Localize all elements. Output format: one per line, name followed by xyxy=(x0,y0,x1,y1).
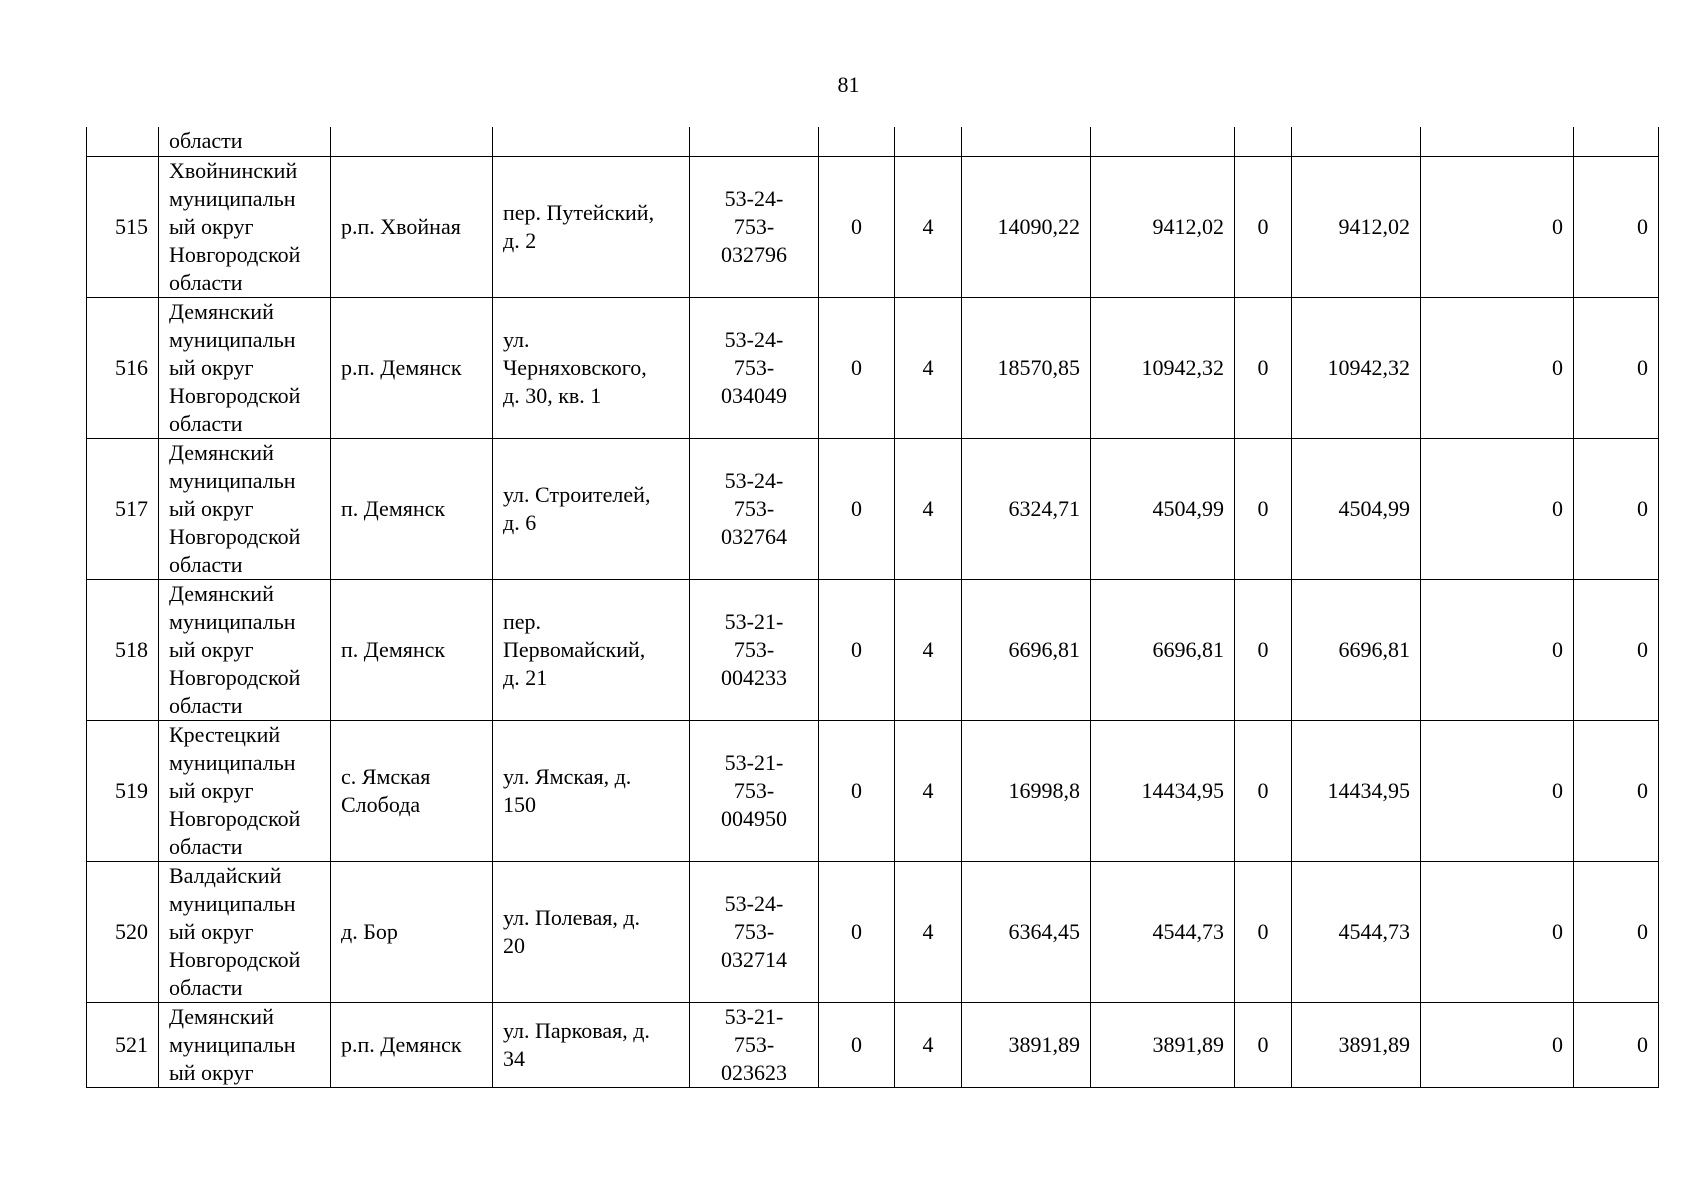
data-table xyxy=(86,127,1659,1088)
cell-no: 517 xyxy=(87,438,159,579)
table-row xyxy=(87,156,1659,297)
cell-district xyxy=(159,1002,331,1087)
settlement-line: р.п. Демянск xyxy=(341,354,462,380)
cell-c7: 4 xyxy=(895,156,962,297)
table-row-continuation xyxy=(87,127,1659,156)
cell-code xyxy=(690,156,819,297)
district-line: Демянский xyxy=(169,298,274,324)
cell-code xyxy=(690,297,819,438)
cell-c11: 4504,99 xyxy=(1292,438,1421,579)
code-line: 753- xyxy=(733,1031,775,1057)
code-line: 032764 xyxy=(721,523,787,549)
cell-settlement xyxy=(331,579,493,720)
cell-c8: 3891,89 xyxy=(962,1002,1091,1087)
cell-c12: 0 xyxy=(1421,438,1574,579)
address-line: ул. Полевая, д. xyxy=(503,904,641,930)
cell-c12: 0 xyxy=(1421,297,1574,438)
cell-no: 516 xyxy=(87,297,159,438)
cell-c6: 0 xyxy=(819,438,895,579)
district-line: Новгородской xyxy=(169,946,301,972)
district-line: Новгородской xyxy=(169,805,301,831)
table-row xyxy=(87,438,1659,579)
cell-c10: 0 xyxy=(1235,579,1292,720)
code-line: 53-21- xyxy=(724,1003,784,1029)
address-line: ул. Строителей, xyxy=(503,481,651,507)
cell-c8: 16998,8 xyxy=(962,720,1091,861)
cell-c13: 0 xyxy=(1574,579,1659,720)
cell-address xyxy=(493,579,690,720)
address-line: Черняховского, xyxy=(503,354,647,380)
cell-c11: 9412,02 xyxy=(1292,156,1421,297)
cell-c6 xyxy=(819,127,895,156)
district-line: Новгородской xyxy=(169,241,301,267)
cell-c13: 0 xyxy=(1574,1002,1659,1087)
cell-c9: 4544,73 xyxy=(1091,861,1235,1002)
district-line: области xyxy=(169,269,243,295)
code-line: 023623 xyxy=(721,1059,787,1085)
cell-no: 519 xyxy=(87,720,159,861)
code-line: 53-21- xyxy=(724,608,784,634)
cell-district xyxy=(159,579,331,720)
settlement-line: п. Демянск xyxy=(341,636,446,662)
cell-no xyxy=(87,127,159,156)
address-line: 34 xyxy=(503,1045,525,1071)
district-line: области xyxy=(169,128,243,153)
code-line: 53-24- xyxy=(724,890,784,916)
cell-c10: 0 xyxy=(1235,438,1292,579)
code-line: 53-24- xyxy=(724,326,784,352)
cell-c10: 0 xyxy=(1235,156,1292,297)
cell-c10: 0 xyxy=(1235,861,1292,1002)
cell-c13 xyxy=(1574,127,1659,156)
cell-c10: 0 xyxy=(1235,297,1292,438)
cell-c6: 0 xyxy=(819,297,895,438)
table-body xyxy=(87,127,1659,1087)
table-row xyxy=(87,720,1659,861)
cell-district xyxy=(159,297,331,438)
district-line: Хвойнинский xyxy=(169,157,298,183)
cell-address xyxy=(493,297,690,438)
district-line: ый округ xyxy=(169,495,254,521)
cell-no: 520 xyxy=(87,861,159,1002)
district-line: муниципальн xyxy=(169,890,296,916)
cell-c8: 18570,85 xyxy=(962,297,1091,438)
page-number: 81 xyxy=(837,72,860,97)
cell-no: 518 xyxy=(87,579,159,720)
address-line: пер. Путейский, xyxy=(503,199,655,225)
cell-district xyxy=(159,861,331,1002)
cell-no: 521 xyxy=(87,1002,159,1087)
cell-c6: 0 xyxy=(819,156,895,297)
district-line: муниципальн xyxy=(169,608,296,634)
cell-c13: 0 xyxy=(1574,720,1659,861)
cell-code xyxy=(690,1002,819,1087)
settlement-line: д. Бор xyxy=(341,918,398,944)
district-line: области xyxy=(169,692,243,718)
district-line: ый округ xyxy=(169,918,254,944)
district-line: ый округ xyxy=(169,213,254,239)
cell-c8: 14090,22 xyxy=(962,156,1091,297)
cell-c6: 0 xyxy=(819,579,895,720)
cell-district xyxy=(159,720,331,861)
cell-c13: 0 xyxy=(1574,438,1659,579)
code-line: 753- xyxy=(733,354,775,380)
cell-c10: 0 xyxy=(1235,720,1292,861)
address-line: Первомайский, xyxy=(503,636,646,662)
address-line: 150 xyxy=(503,791,536,817)
cell-settlement xyxy=(331,438,493,579)
cell-c9: 3891,89 xyxy=(1091,1002,1235,1087)
district-line: муниципальн xyxy=(169,749,296,775)
code-line: 032714 xyxy=(721,946,787,972)
cell-no: 515 xyxy=(87,156,159,297)
address-line: 20 xyxy=(503,932,525,958)
settlement-line: п. Демянск xyxy=(341,495,446,521)
district-line: области xyxy=(169,974,243,1000)
cell-c11: 6696,81 xyxy=(1292,579,1421,720)
cell-settlement xyxy=(331,297,493,438)
cell-c6: 0 xyxy=(819,861,895,1002)
cell-district xyxy=(159,127,331,156)
cell-c12: 0 xyxy=(1421,1002,1574,1087)
district-line: ый округ xyxy=(169,354,254,380)
cell-c7: 4 xyxy=(895,438,962,579)
cell-c12 xyxy=(1421,127,1574,156)
code-line: 53-24- xyxy=(724,467,784,493)
table-row xyxy=(87,1002,1659,1087)
table-row xyxy=(87,861,1659,1002)
settlement-line: Слобода xyxy=(341,791,421,817)
address-line: ул. xyxy=(503,326,530,352)
cell-c12: 0 xyxy=(1421,579,1574,720)
cell-c9 xyxy=(1091,127,1235,156)
code-line: 753- xyxy=(733,918,775,944)
cell-c10: 0 xyxy=(1235,1002,1292,1087)
address-line: ул. Ямская, д. xyxy=(503,763,632,789)
cell-c8: 6364,45 xyxy=(962,861,1091,1002)
settlement-line: р.п. Хвойная xyxy=(341,213,461,239)
address-line: д. 30, кв. 1 xyxy=(503,382,602,408)
code-line: 53-21- xyxy=(724,749,784,775)
cell-c12: 0 xyxy=(1421,720,1574,861)
district-line: Новгородской xyxy=(169,523,301,549)
cell-address xyxy=(493,720,690,861)
cell-code xyxy=(690,579,819,720)
district-line: области xyxy=(169,551,243,577)
cell-c11: 4544,73 xyxy=(1292,861,1421,1002)
cell-c7: 4 xyxy=(895,720,962,861)
cell-c8: 6696,81 xyxy=(962,579,1091,720)
district-line: Новгородской xyxy=(169,382,301,408)
settlement-line: с. Ямская xyxy=(341,763,431,789)
address-line: д. 6 xyxy=(503,509,537,535)
settlement-line: р.п. Демянск xyxy=(341,1031,462,1057)
district-line: муниципальн xyxy=(169,326,296,352)
code-line: 753- xyxy=(733,777,775,803)
cell-code xyxy=(690,861,819,1002)
district-line: Крестецкий xyxy=(169,721,281,747)
district-line: Валдайский xyxy=(169,862,282,888)
cell-c6: 0 xyxy=(819,1002,895,1087)
cell-address xyxy=(493,127,690,156)
district-line: области xyxy=(169,833,243,859)
cell-c12: 0 xyxy=(1421,156,1574,297)
cell-settlement xyxy=(331,720,493,861)
cell-c7 xyxy=(895,127,962,156)
code-line: 753- xyxy=(733,213,775,239)
code-line: 034049 xyxy=(721,382,787,408)
address-line: д. 21 xyxy=(503,664,548,690)
district-line: Демянский xyxy=(169,580,274,606)
cell-address xyxy=(493,438,690,579)
cell-c9: 14434,95 xyxy=(1091,720,1235,861)
district-line: Новгородской xyxy=(169,664,301,690)
district-line: Демянский xyxy=(169,1003,274,1029)
district-line: ый округ xyxy=(169,777,254,803)
district-line: муниципальн xyxy=(169,1031,296,1057)
cell-district xyxy=(159,156,331,297)
code-line: 53-24- xyxy=(724,185,784,211)
cell-c13: 0 xyxy=(1574,156,1659,297)
cell-c9: 6696,81 xyxy=(1091,579,1235,720)
cell-c9: 4504,99 xyxy=(1091,438,1235,579)
cell-settlement xyxy=(331,127,493,156)
table-row xyxy=(87,297,1659,438)
cell-settlement xyxy=(331,861,493,1002)
cell-c10 xyxy=(1235,127,1292,156)
cell-c7: 4 xyxy=(895,1002,962,1087)
cell-c7: 4 xyxy=(895,861,962,1002)
cell-c8 xyxy=(962,127,1091,156)
cell-address xyxy=(493,156,690,297)
table-row xyxy=(87,579,1659,720)
district-line: муниципальн xyxy=(169,185,296,211)
code-line: 753- xyxy=(733,636,775,662)
cell-c7: 4 xyxy=(895,297,962,438)
cell-c12: 0 xyxy=(1421,861,1574,1002)
cell-settlement xyxy=(331,1002,493,1087)
cell-c11 xyxy=(1292,127,1421,156)
cell-settlement xyxy=(331,156,493,297)
code-line: 004950 xyxy=(721,805,787,831)
cell-code xyxy=(690,720,819,861)
cell-c13: 0 xyxy=(1574,297,1659,438)
cell-c9: 9412,02 xyxy=(1091,156,1235,297)
district-line: области xyxy=(169,410,243,436)
cell-c11: 10942,32 xyxy=(1292,297,1421,438)
address-line: пер. xyxy=(503,608,542,634)
district-line: ый округ xyxy=(169,1059,254,1085)
code-line: 032796 xyxy=(721,241,787,267)
cell-address xyxy=(493,861,690,1002)
address-line: ул. Парковая, д. xyxy=(503,1017,650,1043)
district-line: Демянский xyxy=(169,439,274,465)
district-line: ый округ xyxy=(169,636,254,662)
cell-district xyxy=(159,438,331,579)
cell-c9: 10942,32 xyxy=(1091,297,1235,438)
address-line: д. 2 xyxy=(503,227,537,253)
cell-c6: 0 xyxy=(819,720,895,861)
cell-c11: 14434,95 xyxy=(1292,720,1421,861)
cell-c7: 4 xyxy=(895,579,962,720)
district-line: муниципальн xyxy=(169,467,296,493)
cell-address xyxy=(493,1002,690,1087)
code-line: 004233 xyxy=(721,664,787,690)
cell-code xyxy=(690,127,819,156)
code-line: 753- xyxy=(733,495,775,521)
cell-code xyxy=(690,438,819,579)
cell-c8: 6324,71 xyxy=(962,438,1091,579)
cell-c11: 3891,89 xyxy=(1292,1002,1421,1087)
cell-c13: 0 xyxy=(1574,861,1659,1002)
